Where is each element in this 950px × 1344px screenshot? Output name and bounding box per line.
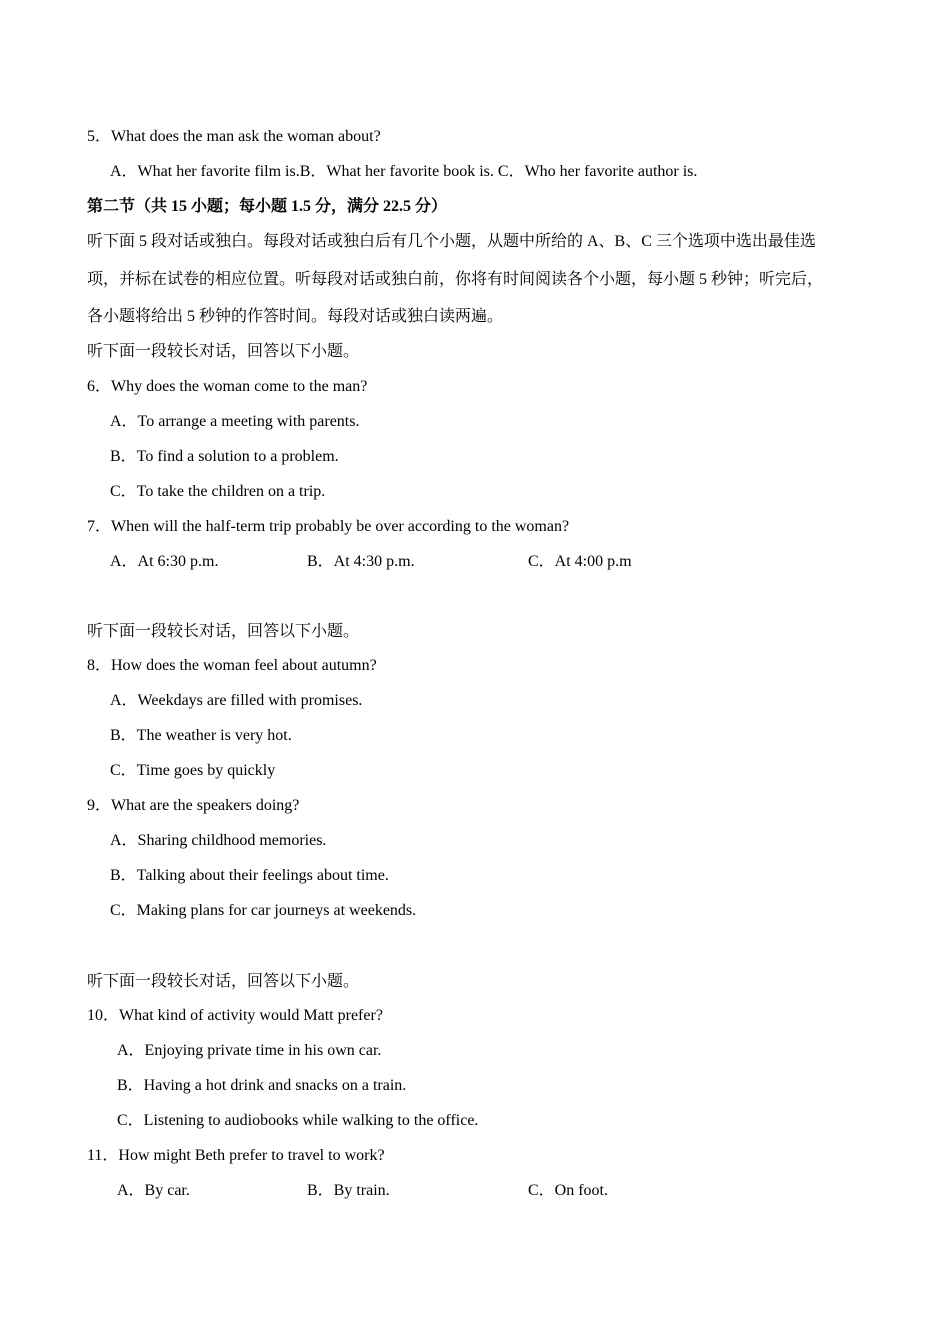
group-1-intro: 听下面一段较长对话，回答以下小题。 xyxy=(87,343,360,360)
question-9-option-c: C．Making plans for car journeys at weekends. xyxy=(110,902,417,919)
group-3-intro: 听下面一段较长对话，回答以下小题。 xyxy=(87,973,360,990)
question-7-option-c: C．At 4:00 p.m xyxy=(528,553,632,570)
question-11-stem: 11．How might Beth prefer to travel to work? xyxy=(87,1147,385,1164)
question-5-options: A．What her favorite film is.B．What her favorite book is. C．Who her favorite author is. xyxy=(110,163,698,180)
question-8-stem: 8．How does the woman feel about autumn? xyxy=(87,657,377,674)
question-6-option-b: B．To find a solution to a problem. xyxy=(110,448,339,465)
question-11-option-c: C．On foot. xyxy=(528,1182,609,1199)
question-6-option-a: A．To arrange a meeting with parents. xyxy=(110,413,360,430)
question-9-option-a: A．Sharing childhood memories. xyxy=(110,832,327,849)
question-5-stem: 5．What does the man ask the woman about? xyxy=(87,128,381,145)
instructions-line-1: 听下面 5 段对话或独白。每段对话或独白后有几个小题，从题中所给的 A、B、C 三个选项中选出最佳选 xyxy=(87,233,816,250)
question-6-stem: 6．Why does the woman come to the man? xyxy=(87,378,368,395)
instructions-line-3: 各小题将给出 5 秒钟的作答时间。每段对话或独白读两遍。 xyxy=(87,308,504,325)
question-9-stem: 9．What are the speakers doing? xyxy=(87,797,300,814)
question-10-stem: 10．What kind of activity would Matt prefer? xyxy=(87,1007,383,1024)
question-7-option-b: B．At 4:30 p.m. xyxy=(307,553,415,570)
question-11-option-a: A．By car. xyxy=(117,1182,190,1199)
question-8-option-b: B．The weather is very hot. xyxy=(110,727,292,744)
question-8-option-a: A．Weekdays are filled with promises. xyxy=(110,692,363,709)
question-6-option-c: C．To take the children on a trip. xyxy=(110,483,326,500)
instructions-line-2: 项，并标在试卷的相应位置。听每段对话或独白前，你将有时间阅读各个小题，每小题 5 秒钟；听完后， xyxy=(87,271,824,288)
question-11-option-b: B．By train. xyxy=(307,1182,390,1199)
question-7-stem: 7．When will the half-term trip probably be over according to the woman? xyxy=(87,518,570,535)
question-9-option-b: B．Talking about their feelings about time. xyxy=(110,867,389,884)
question-10-option-c: C．Listening to audiobooks while walking to the office. xyxy=(117,1112,479,1129)
question-10-option-b: B．Having a hot drink and snacks on a train. xyxy=(117,1077,407,1094)
question-8-option-c: C．Time goes by quickly xyxy=(110,762,276,779)
group-2-intro: 听下面一段较长对话，回答以下小题。 xyxy=(87,623,360,640)
question-7-option-a: A．At 6:30 p.m. xyxy=(110,553,219,570)
question-10-option-a: A．Enjoying private time in his own car. xyxy=(117,1042,382,1059)
section-heading: 第二节（共 15 小题；每小题 1.5 分，满分 22.5 分） xyxy=(87,198,448,215)
